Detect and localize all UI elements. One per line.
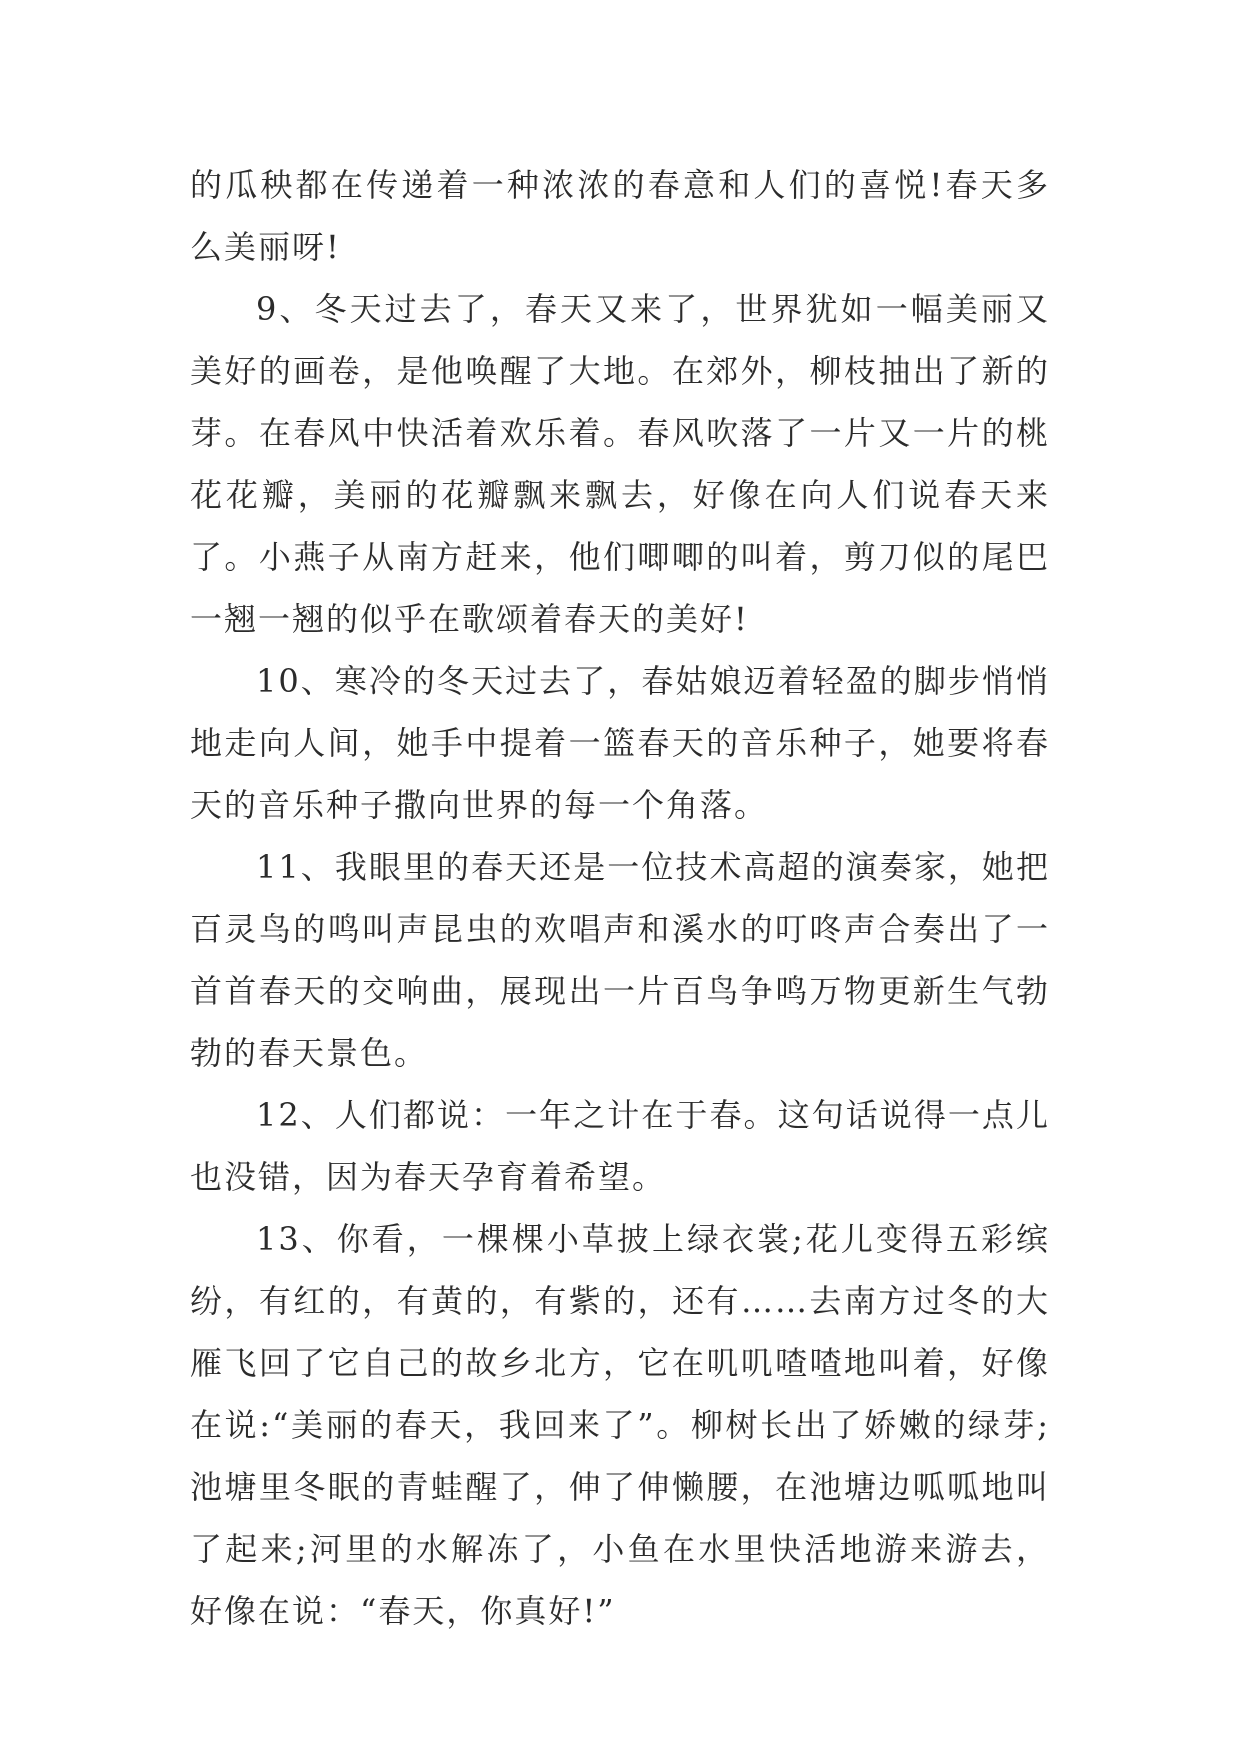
paragraph-item-9: 9、冬天过去了，春天又来了，世界犹如一幅美丽又美好的画卷，是他唤醒了大地。在郊外，柳枝抽出了新的芽。在春风中快活着欢乐着。春风吹落了一片又一片的桃花花瓣，美丽的花瓣飘来飘去，好像在向人们说春天来了。小燕子从南方赶来，他们唧唧的叫着，剪刀似的尾巴一翘一翘的似乎在歌颂着春天的美好!: [190, 290, 1050, 638]
paragraph-item-10: 10、寒冷的冬天过去了，春姑娘迈着轻盈的脚步悄悄地走向人间，她手中提着一篮春天的音乐种子，她要将春天的音乐种子撒向世界的每一个角落。: [190, 662, 1050, 824]
paragraph-item-12: 12、人们都说：一年之计在于春。这句话说得一点儿也没错，因为春天孕育着希望。: [190, 1096, 1050, 1196]
paragraph-item-13: 13、你看，一棵棵小草披上绿衣裳;花儿变得五彩缤纷，有红的，有黄的，有紫的，还有……去南方过冬的大雁飞回了它自己的故乡北方，它在叽叽喳喳地叫着，好像在说:“美丽的春天，我回来了”。柳树长出了娇嫩的绿芽;池塘里冬眠的青蛙醒了，伸了伸懒腰，在池塘边呱呱地叫了起来;河里的水解冻了，小鱼在水里快活地游来游去，好像在说：“春天，你真好!”: [190, 1220, 1050, 1630]
paragraph-continued: 的瓜秧都在传递着一种浓浓的春意和人们的喜悦!春天多么美丽呀!: [190, 166, 1050, 266]
paragraph-item-11: 11、我眼里的春天还是一位技术高超的演奏家，她把百灵鸟的鸣叫声昆虫的欢唱声和溪水的叮咚声合奏出了一首首春天的交响曲，展现出一片百鸟争鸣万物更新生气勃勃的春天景色。: [190, 848, 1050, 1072]
document-body: [190, 154, 1050, 1642]
